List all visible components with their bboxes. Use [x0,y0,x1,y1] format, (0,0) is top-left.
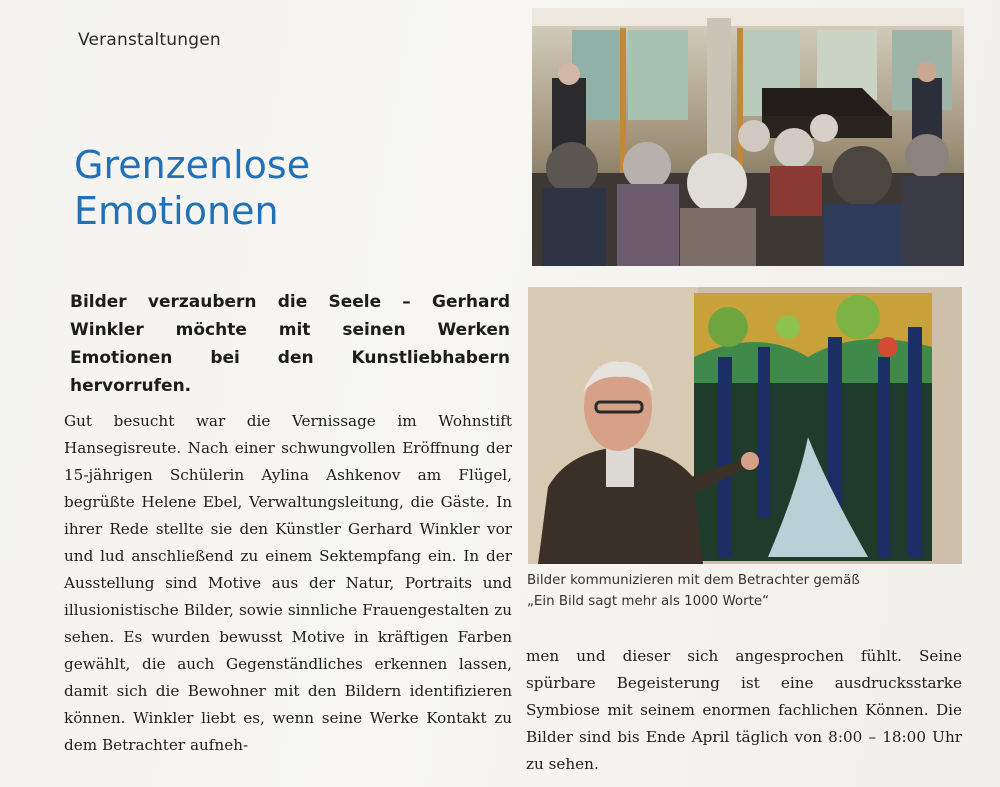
photo-caption [527,570,967,612]
section-label: Veranstaltungen [78,30,221,50]
article-body-column-left: Gut besucht war die Vernissage im Wohnstift Hansegisreute. Nach einer schwungvollen Eröffnung der 15-jährigen Schülerin Aylina Ashkenov am Flügel, begrüßte Helene Ebel, Verwaltungsleitung, die Gäste. In ihrer Rede stellte sie den Künstler Gerhard Winkler vor und lud anschließend zu einem Sektempfang ein. In der Ausstellung sind Motive aus der Natur, Portraits und illusionistische Bilder, sowie sinnliche Frauengestalten zu sehen. Es wurden bewusst Motive in kräftigen Farben gewählt, die auch Gegenständliches erkennen lassen, damit sich die Bewohner mit den Bildern identifizieren können. Winkler liebt es, wenn seine Werke Kontakt zu dem Betrachter aufneh- [64,412,512,754]
headline-line-2: Emotionen [74,189,279,233]
event-audience-photo [532,8,964,266]
article-lead: Bilder verzaubern die Seele – Gerhard Winkler möchte mit seinen Werken Emotionen bei den Kunstliebhabern hervorrufen. [70,292,510,396]
caption-line-2: „Ein Bild sagt mehr als 1000 Worte“ [527,594,770,609]
caption-line-1: Bilder kommunizieren mit dem Betrachter gemäß [527,573,860,588]
audience-illustration [532,8,964,266]
artist-illustration [528,287,962,564]
headline-line-1: Grenzenlose [74,143,311,187]
article-headline [74,142,310,234]
artist-painting-photo [528,287,962,564]
article-body-column-right: men und dieser sich angesprochen fühlt. Seine spürbare Begeisterung ist eine ausdrucksstarke Symbiose mit seinem enormen fachlichen Können. Die Bilder sind bis Ende April täglich von 8:00 – 18:00 Uhr zu sehen. [526,647,962,773]
